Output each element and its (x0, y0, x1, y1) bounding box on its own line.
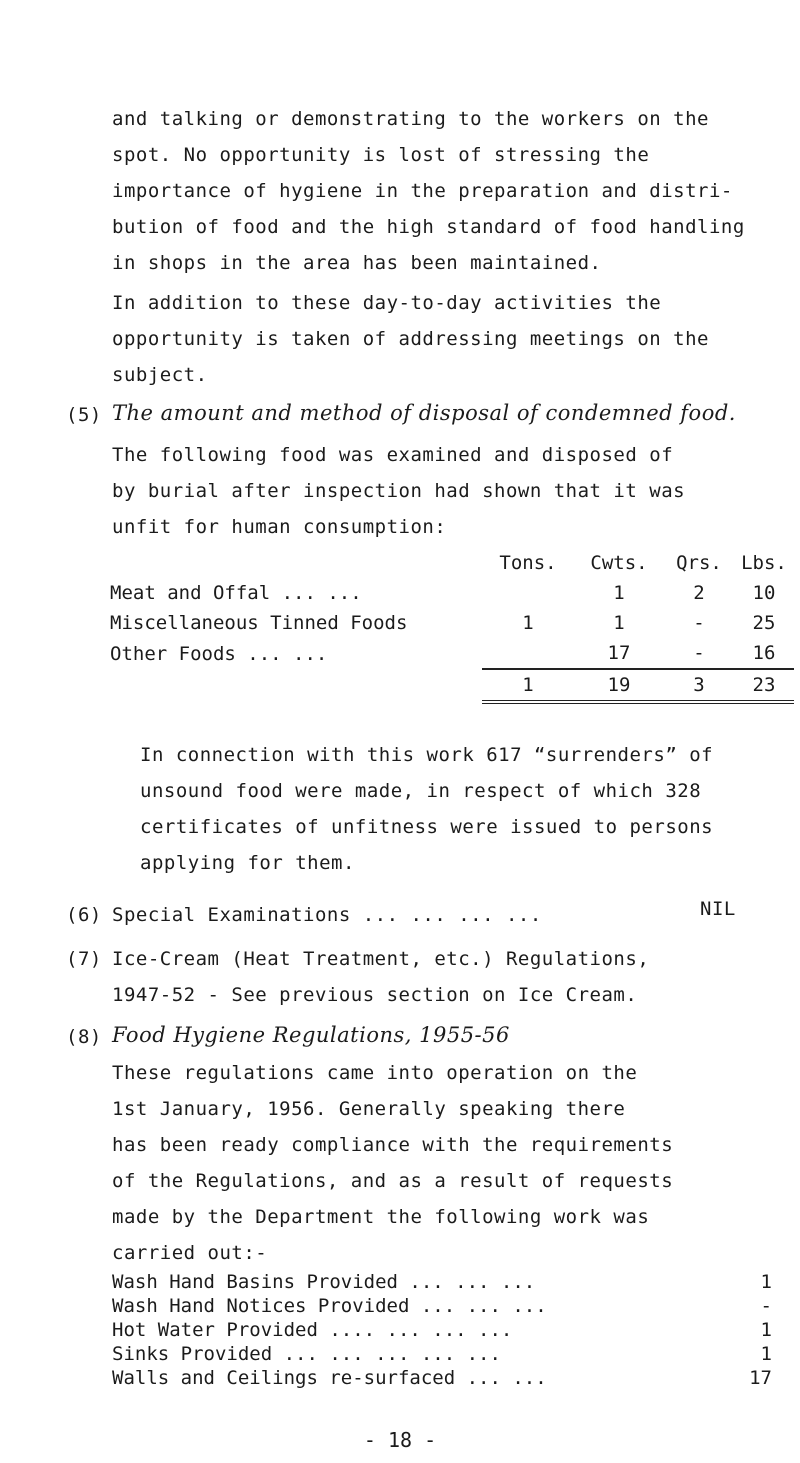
page-number: - 18 - (363, 1428, 437, 1452)
header-qrs: Qrs. (676, 552, 722, 574)
section-5-line-3: unfit for human consumption: (112, 516, 447, 538)
list-item (112, 1294, 772, 1318)
row-cwts: 1 (613, 582, 625, 604)
section-5-title: The amount and method of disposal of condemned food. (112, 401, 736, 425)
header-lbs: Lbs. (741, 552, 787, 574)
list-item (112, 1270, 772, 1294)
section-8-line-2: 1st January, 1956. Generally speaking there (112, 1098, 626, 1120)
section-8-line-3: has been ready compliance with the requirements (112, 1134, 674, 1156)
section-6-value: NIL (700, 898, 736, 920)
work-label: Wash Hand Notices Provided ... ... ... (112, 1295, 547, 1317)
row-tons (482, 638, 574, 669)
work-label: Hot Water Provided .... ... ... ... (112, 1319, 513, 1341)
list-item (112, 1366, 772, 1390)
work-count: 17 (749, 1367, 772, 1389)
total-label-blank (110, 669, 482, 702)
row-qrs: - (693, 612, 705, 634)
work-count: 1 (760, 1343, 772, 1365)
section-5-line-2: by burial after inspection had shown that it was (112, 480, 686, 502)
table-row (110, 638, 794, 669)
intro-para2-line-3: subject. (112, 364, 208, 386)
list-item (112, 1342, 772, 1366)
intro-line-1: and talking or demonstrating to the workers on the (112, 108, 709, 130)
row-tons: 1 (522, 612, 534, 634)
header-tons: Tons. (499, 552, 557, 574)
section-7-line-2: 1947-52 - See previous section on Ice Cream. (112, 984, 638, 1006)
section-8-title: Food Hygiene Regulations, 1955-56 (112, 1023, 510, 1047)
row-label: Miscellaneous Tinned Foods (110, 612, 408, 634)
intro-line-3: importance of hygiene in the preparation and distri- (112, 180, 733, 202)
section-8-line-5: made by the Department the following work was (112, 1206, 650, 1228)
header-blank (110, 548, 482, 578)
section-8-number: (8) (66, 1026, 102, 1048)
work-count: 1 (760, 1271, 772, 1293)
row-lbs: 10 (752, 582, 776, 604)
total-cwts: 19 (574, 669, 664, 702)
condemned-food-table (110, 548, 794, 704)
work-count: 1 (760, 1319, 772, 1341)
row-tons (482, 578, 574, 608)
row-label: Other Foods ... ... (110, 642, 328, 665)
work-count: - (760, 1295, 772, 1317)
row-qrs: 2 (693, 582, 705, 604)
row-cwts: 1 (613, 612, 625, 634)
work-label: Sinks Provided ... ... ... ... ... (112, 1343, 501, 1365)
section-6-text: Special Examinations ... ... ... ... (112, 904, 542, 926)
row-lbs: 25 (752, 612, 776, 634)
table-row (110, 608, 794, 638)
row-cwts: 17 (607, 642, 631, 664)
section-5-number: (5) (66, 404, 102, 426)
table-header-row (110, 548, 794, 578)
section-7-line-1: Ice-Cream (Heat Treatment, etc.) Regulations, (112, 948, 650, 970)
total-lbs: 23 (734, 669, 794, 702)
total-tons: 1 (482, 669, 574, 702)
row-lbs: 16 (752, 642, 776, 664)
list-item (112, 1318, 772, 1342)
intro-para2-line-1: In addition to these day-to-day activities the (112, 292, 662, 314)
total-qrs: 3 (664, 669, 734, 702)
works-list (112, 1270, 772, 1390)
section-6-number: (6) (66, 904, 102, 926)
section-5-after-line-4: applying for them. (140, 852, 355, 874)
section-8-line-4: of the Regulations, and as a result of requests (112, 1170, 674, 1192)
intro-para2-line-2: opportunity is taken of addressing meetings on the (112, 328, 709, 350)
row-label: Meat and Offal ... ... (110, 582, 362, 604)
work-label: Walls and Ceilings re-surfaced ... ... (112, 1367, 547, 1389)
header-cwts: Cwts. (590, 552, 648, 574)
intro-line-5: in shops in the area has been maintained. (112, 252, 602, 274)
intro-line-4: bution of food and the high standard of food handling (112, 216, 745, 238)
section-5-after-line-2: unsound food were made, in respect of which 328 (140, 780, 702, 802)
section-5-line-1: The following food was examined and disposed of (112, 444, 674, 466)
row-qrs: - (693, 642, 705, 664)
section-5-after-line-3: certificates of unfitness were issued to persons (140, 816, 714, 838)
intro-line-2: spot. No opportunity is lost of stressing the (112, 144, 650, 166)
section-7-number: (7) (66, 948, 102, 970)
section-8-line-6: carried out:- (112, 1242, 268, 1264)
work-label: Wash Hand Basins Provided ... ... ... (112, 1271, 536, 1293)
table-row (110, 578, 794, 608)
section-5-after-line-1: In connection with this work 617 “surrenders” of (140, 744, 714, 766)
section-8-line-1: These regulations came into operation on the (112, 1062, 638, 1084)
table-total-row (110, 669, 794, 702)
